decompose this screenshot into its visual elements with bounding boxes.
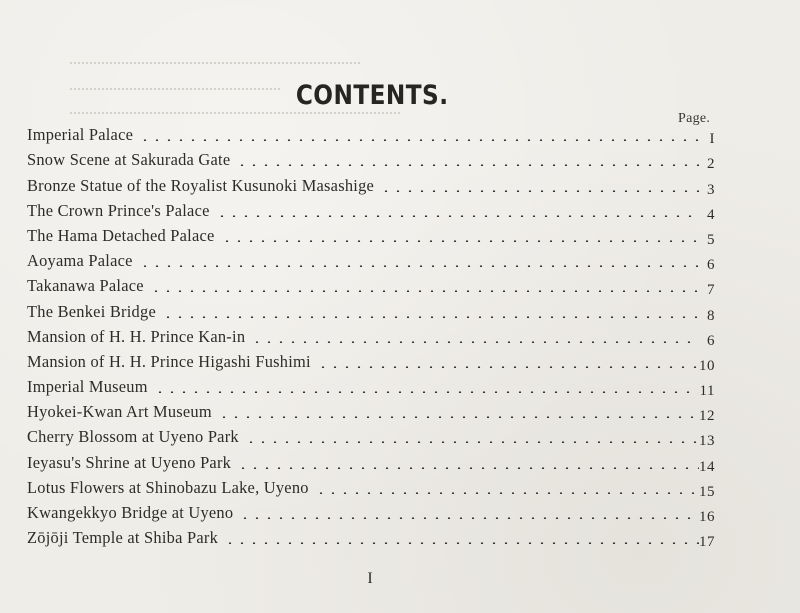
- toc-entry: [27, 221, 727, 246]
- dot-leader: [315, 492, 699, 494]
- toc-entry-title: Kwangekkyo Bridge at Uyeno: [27, 503, 234, 522]
- dot-leader: [150, 290, 699, 292]
- dot-leader: [216, 215, 699, 217]
- toc-entry: [27, 196, 727, 221]
- dot-leader: [239, 517, 699, 519]
- toc-entry: [27, 372, 727, 400]
- toc-entry-page: 14: [699, 458, 715, 475]
- dot-leader: [251, 341, 699, 343]
- dot-leader: [139, 139, 699, 141]
- toc-entry-page: 5: [707, 231, 715, 248]
- toc-entry: [27, 473, 727, 498]
- toc-entry-page: 4: [707, 206, 715, 223]
- dot-leader: [224, 542, 699, 544]
- toc-entry-page: 8: [707, 307, 715, 324]
- toc-entry: [27, 170, 727, 198]
- toc-entry-page: 6: [707, 332, 715, 349]
- dot-leader: [218, 416, 699, 418]
- dot-leader: [236, 164, 699, 166]
- toc-entry-title: Lotus Flowers at Shinobazu Lake, Uyeno: [27, 477, 309, 497]
- dot-leader: [317, 366, 699, 368]
- toc-entry-title: Imperial Palace: [27, 125, 134, 145]
- toc-entry-title: The Crown Prince's Palace: [27, 200, 210, 220]
- toc-entry-page: 17: [699, 534, 715, 551]
- toc-entry: [27, 145, 727, 173]
- dot-leader: [237, 467, 699, 469]
- toc-entry-page: 15: [699, 483, 715, 500]
- toc-entry: [27, 246, 727, 274]
- faint-offset-dots: [70, 112, 400, 116]
- toc-entry-page: 3: [707, 181, 715, 198]
- dot-leader: [380, 190, 699, 192]
- toc-entry: [27, 271, 727, 299]
- toc-entry-page: 2: [707, 156, 715, 173]
- page-number-folio: I: [367, 570, 373, 587]
- toc-entry: [27, 523, 727, 551]
- toc-entry-title: Bronze Statue of the Royalist Kusunoki Masashige: [27, 175, 375, 195]
- toc-entry-title: Zōjōji Temple at Shiba Park: [27, 528, 219, 548]
- toc-entry: [27, 347, 727, 372]
- toc-entry-page: 12: [699, 408, 715, 425]
- toc-entry: [27, 422, 727, 450]
- toc-entry-page: 11: [699, 383, 715, 400]
- contents-title: CONTENTS.: [295, 80, 449, 112]
- dot-leader: [139, 265, 699, 267]
- toc-entry: [27, 447, 727, 475]
- toc-entry-title: Mansion of H. H. Prince Higashi Fushimi: [27, 351, 311, 371]
- toc-entry: [27, 120, 727, 148]
- toc-entry-title: Aoyama Palace: [27, 251, 133, 271]
- toc-entry-page: 16: [699, 509, 715, 525]
- toc-entry-page: I: [709, 131, 715, 148]
- toc-entry-page: 10: [699, 357, 715, 374]
- toc-entry-title: Mansion of H. H. Prince Kan-in: [27, 326, 246, 346]
- toc-entry-page: 13: [699, 433, 715, 450]
- toc-entry: [27, 498, 727, 523]
- faint-offset-dots: [70, 62, 360, 66]
- dot-leader: [221, 240, 699, 242]
- toc-entry: [27, 296, 727, 324]
- toc-entry-title: Hyokei-Kwan Art Museum: [27, 402, 212, 422]
- table-of-contents: [27, 120, 727, 551]
- toc-entry: [27, 322, 727, 347]
- page-column-heading: Page.: [678, 111, 711, 126]
- toc-entry-title: The Hama Detached Palace: [27, 225, 215, 245]
- toc-entry-page: 6: [707, 257, 715, 274]
- dot-leader: [154, 391, 699, 393]
- toc-entry-title: The Benkei Bridge: [27, 301, 156, 321]
- toc-entry: [27, 397, 727, 425]
- toc-entry-title: Imperial Museum: [27, 377, 148, 397]
- toc-entry-title: Takanawa Palace: [27, 276, 144, 296]
- toc-entry-title: Snow Scene at Sakurada Gate: [27, 150, 231, 170]
- toc-entry-title: Ieyasu's Shrine at Uyeno Park: [27, 452, 232, 472]
- toc-entry-title: Cherry Blossom at Uyeno Park: [27, 427, 239, 447]
- dot-leader: [162, 316, 699, 318]
- dot-leader: [245, 441, 699, 443]
- toc-entry-page: 7: [707, 282, 715, 299]
